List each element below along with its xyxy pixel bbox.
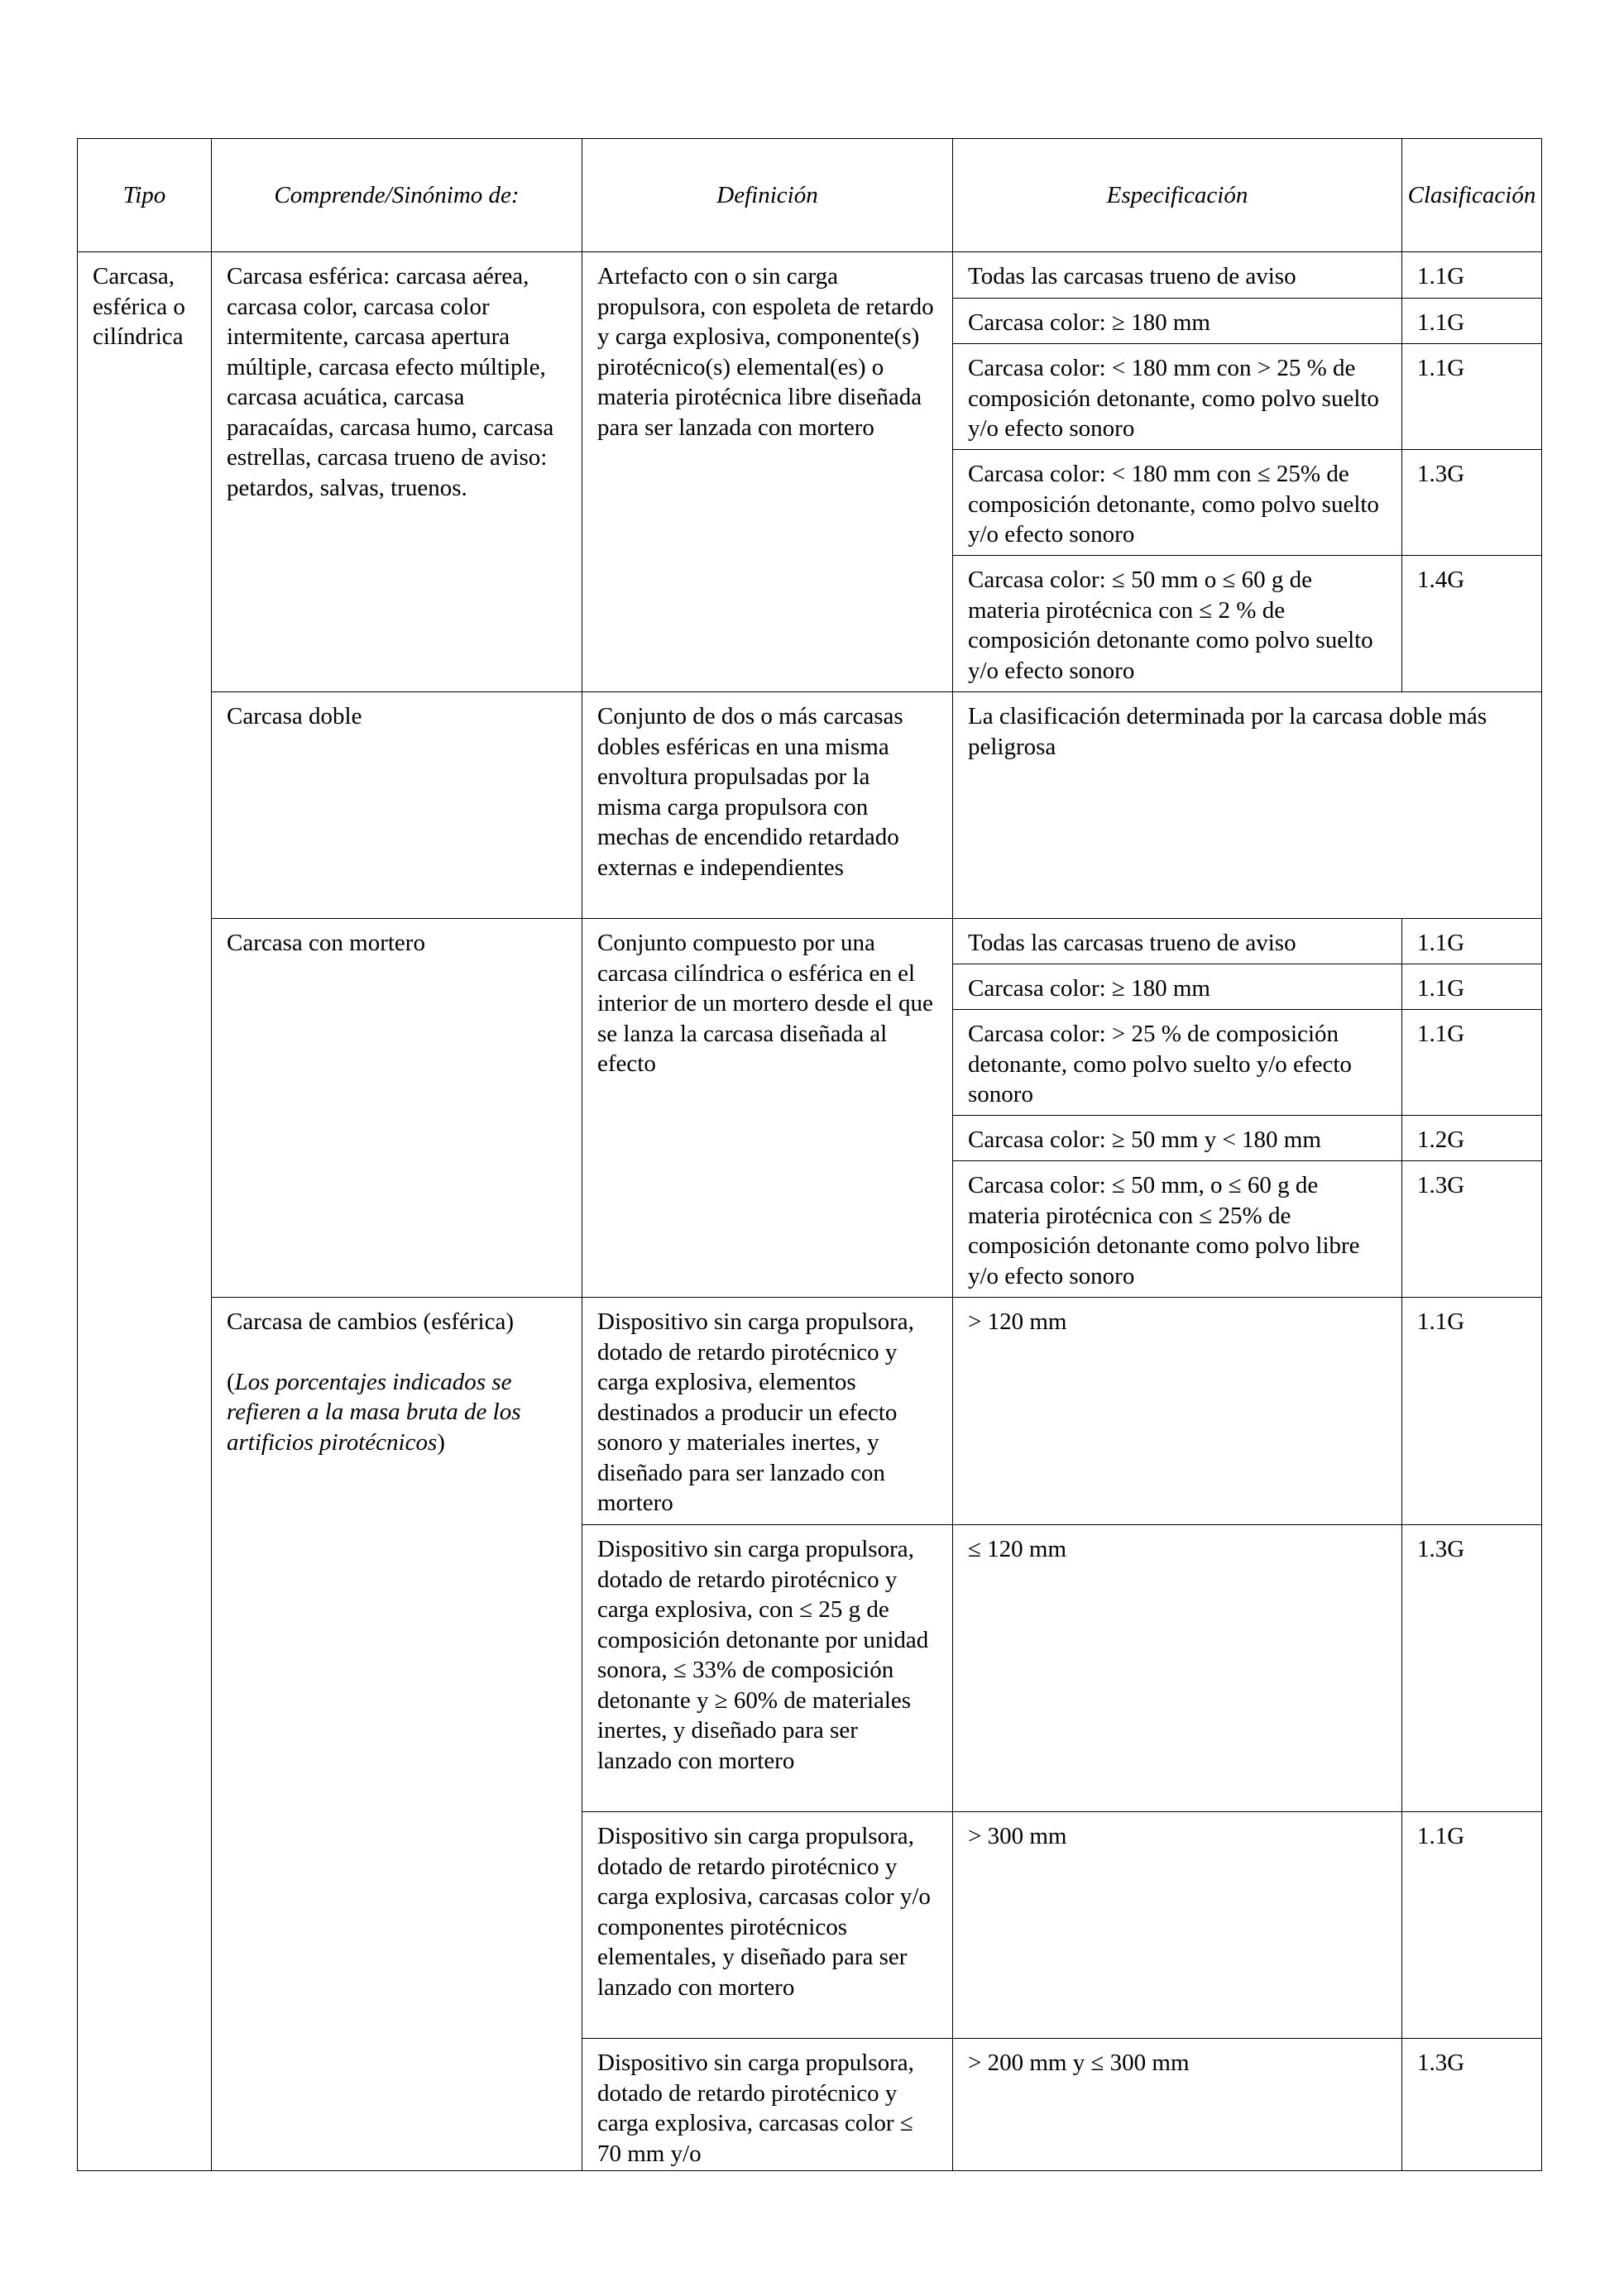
- especificacion-cell: Todas las carcasas trueno de aviso: [953, 252, 1402, 299]
- clasificacion-cell: 1.3G: [1402, 450, 1542, 556]
- note-text: Los porcentajes indicados se refieren a la masa bruta de los artificios pirotécnicos: [227, 1368, 521, 1456]
- comprende-cell: [212, 1298, 582, 2171]
- especificacion-cell: Todas las carcasas trueno de aviso: [953, 919, 1402, 964]
- clasificacion-cell: 1.3G: [1402, 2039, 1542, 2171]
- especificacion-cell: > 300 mm: [953, 1812, 1402, 2039]
- header-row: [78, 139, 1542, 252]
- header-comprende: Comprende/Sinónimo de:: [212, 139, 582, 252]
- especificacion-cell: Carcasa color: ≤ 50 mm o ≤ 60 g de materia pirotécnica con ≤ 2 % de composición detonante como polvo suelto y/o efecto sonoro: [953, 556, 1402, 692]
- especificacion-cell: Carcasa color: > 25 % de composición detonante, como polvo suelto y/o efecto sonoro: [953, 1010, 1402, 1116]
- especificacion-cell: La clasificación determinada por la carcasa doble más peligrosa: [953, 692, 1542, 919]
- classification-table: [77, 138, 1542, 2171]
- clasificacion-cell: 1.2G: [1402, 1116, 1542, 1161]
- especificacion-cell: > 120 mm: [953, 1298, 1402, 1525]
- header-tipo: Tipo: [78, 139, 212, 252]
- header-definicion: Definición: [582, 139, 953, 252]
- clasificacion-cell: 1.1G: [1402, 252, 1542, 299]
- clasificacion-cell: 1.1G: [1402, 1298, 1542, 1525]
- table-row: [78, 692, 1542, 919]
- clasificacion-cell: 1.3G: [1402, 1161, 1542, 1298]
- clasificacion-cell: 1.1G: [1402, 1812, 1542, 2039]
- tipo-cell: Carcasa, esférica o cilíndrica: [78, 252, 212, 2171]
- clasificacion-cell: 1.1G: [1402, 1010, 1542, 1116]
- clasificacion-cell: 1.1G: [1402, 919, 1542, 964]
- especificacion-cell: Carcasa color: < 180 mm con > 25 % de composición detonante, como polvo suelto y/o efecto sonoro: [953, 344, 1402, 450]
- definicion-cell: Dispositivo sin carga propulsora, dotado de retardo pirotécnico y carga explosiva, con ≤ 25 g de composición detonante por unidad sonora, ≤ 33% de composición detonante y ≥ 60% de materiales inertes, y diseñado para ser lanzado con mortero: [582, 1525, 953, 1812]
- definicion-cell: Conjunto compuesto por una carcasa cilíndrica o esférica en el interior de un mortero desde el que se lanza la carcasa diseñada al efecto: [582, 919, 953, 1298]
- especificacion-cell: Carcasa color: ≥ 180 mm: [953, 964, 1402, 1010]
- header-clasificacion: Clasificación: [1402, 139, 1542, 252]
- clasificacion-cell: 1.3G: [1402, 1525, 1542, 1812]
- clasificacion-cell: 1.4G: [1402, 556, 1542, 692]
- definicion-cell: Conjunto de dos o más carcasas dobles esféricas en una misma envoltura propulsadas por la misma carga propulsora con mechas de encendido retardado externas e independientes: [582, 692, 953, 919]
- comprende-title: Carcasa de cambios (esférica): [227, 1308, 514, 1335]
- especificacion-cell: > 200 mm y ≤ 300 mm: [953, 2039, 1402, 2171]
- definicion-cell: Dispositivo sin carga propulsora, dotado de retardo pirotécnico y carga explosiva, elementos destinados a producir un efecto sonoro y materiales inertes, y diseñado para ser lanzado con mortero: [582, 1298, 953, 1525]
- comprende-cell: Carcasa esférica: carcasa aérea, carcasa color, carcasa color intermitente, carcasa apertura múltiple, carcasa efecto múltiple, carcasa acuática, carcasa paracaídas, carcasa humo, carcasa estrellas, carcasa trueno de aviso: petardos, salvas, truenos.: [212, 252, 582, 692]
- note-close-paren: ): [437, 1428, 445, 1456]
- clasificacion-cell: 1.1G: [1402, 299, 1542, 344]
- especificacion-cell: Carcasa color: ≥ 180 mm: [953, 299, 1402, 344]
- clasificacion-cell: 1.1G: [1402, 964, 1542, 1010]
- especificacion-cell: ≤ 120 mm: [953, 1525, 1402, 1812]
- especificacion-cell: Carcasa color: < 180 mm con ≤ 25% de composición detonante, como polvo suelto y/o efecto sonoro: [953, 450, 1402, 556]
- table-row: [78, 1298, 1542, 1525]
- header-especificacion: Especificación: [953, 139, 1402, 252]
- especificacion-cell: Carcasa color: ≤ 50 mm, o ≤ 60 g de materia pirotécnica con ≤ 25% de composición detonante como polvo libre y/o efecto sonoro: [953, 1161, 1402, 1298]
- comprende-note: [227, 1367, 567, 1458]
- definicion-cell: Dispositivo sin carga propulsora, dotado de retardo pirotécnico y carga explosiva, carcasas color y/o componentes pirotécnicos elementales, y diseñado para ser lanzado con mortero: [582, 1812, 953, 2039]
- definicion-cell: Artefacto con o sin carga propulsora, con espoleta de retardo y carga explosiva, componente(s) pirotécnico(s) elemental(es) o materia pirotécnica libre diseñada para ser lanzada con mortero: [582, 252, 953, 692]
- especificacion-cell: Carcasa color: ≥ 50 mm y < 180 mm: [953, 1116, 1402, 1161]
- definicion-cell: Dispositivo sin carga propulsora, dotado de retardo pirotécnico y carga explosiva, carcasas color ≤ 70 mm y/o: [582, 2039, 953, 2171]
- table-row: [78, 252, 1542, 299]
- table-row: [78, 919, 1542, 964]
- comprende-cell: Carcasa doble: [212, 692, 582, 919]
- comprende-cell: Carcasa con mortero: [212, 919, 582, 1298]
- clasificacion-cell: 1.1G: [1402, 344, 1542, 450]
- note-open-paren: (: [227, 1368, 235, 1395]
